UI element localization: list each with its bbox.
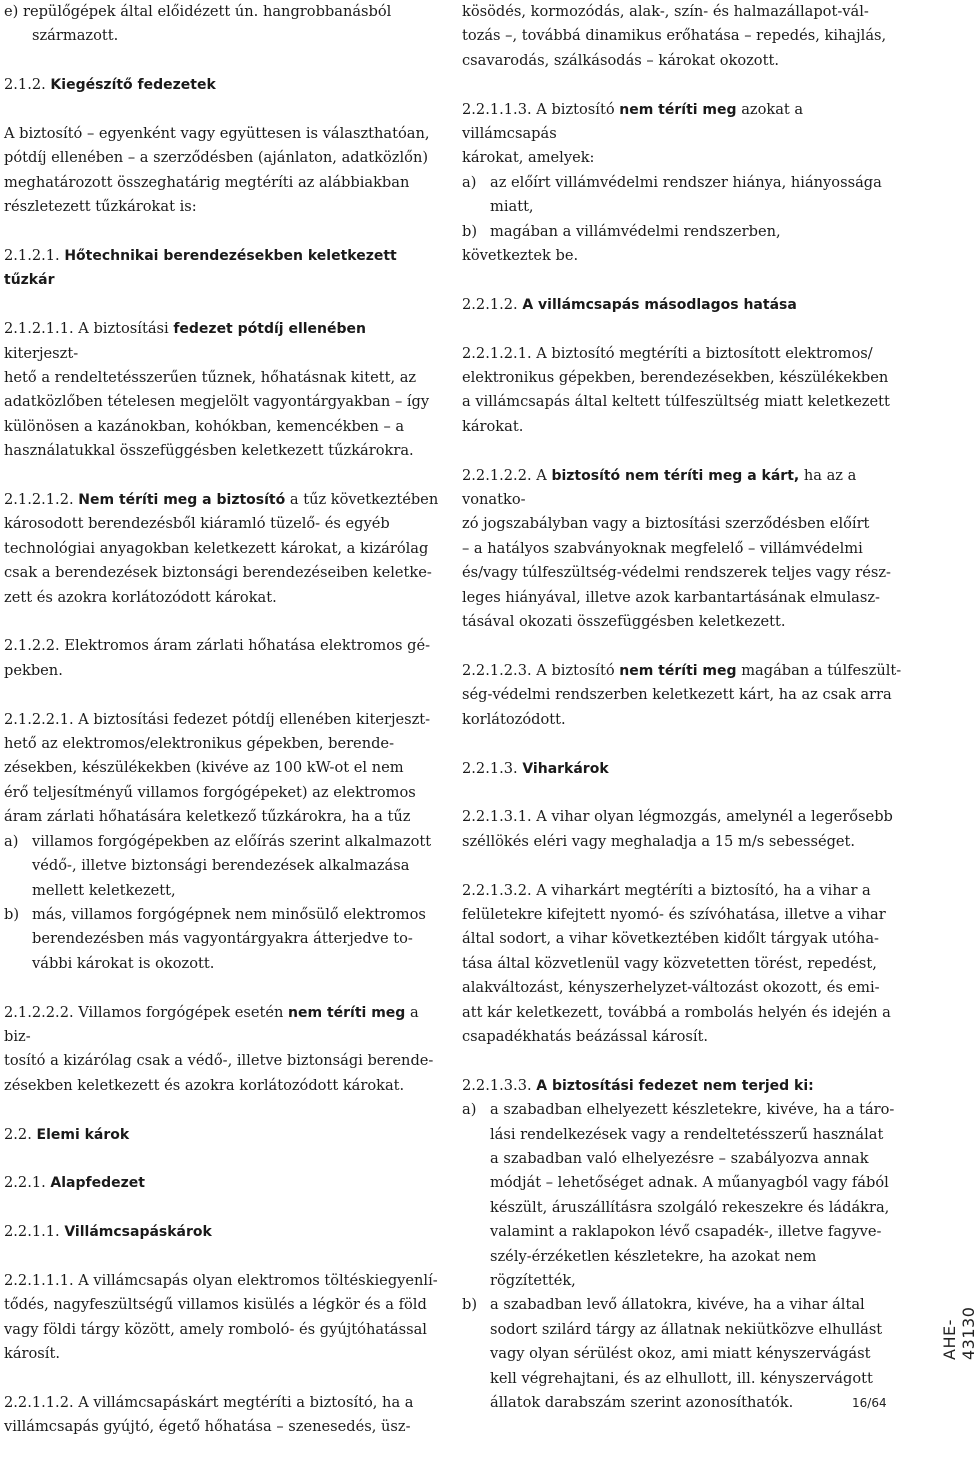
list-item: b) más, villamos forgógépnek nem minősülő elektromos berendezésben más vagyontárgyakra átterjedve to- vábbi károkat is okozott.	[4, 905, 426, 972]
paragraph: A biztosító – egyenként vagy együttesen is választhatóan, pótdíj ellenében – a szerződésben (ajánlaton, adatközlőn) meghatározott összeghatárig megtéríti az alábbiakban részletezett tűzkárokat is:	[4, 125, 430, 216]
paragraph: 2.1.2.1.2. Nem téríti meg a biztosító a tűz következtében károsodott berendezésből kiáramló tüzelő- és egyéb technológiai anyagokban keletkezett károkat, a kizárólag csak a berendezések biztonsági berendezéseiben keletke- zett és azokra korlátozódott károkat.	[4, 491, 439, 606]
section-heading: 2.2.1.3. Viharkárok	[462, 759, 609, 777]
section-heading: 2.2.1.2. A villámcsapás másodlagos hatása	[462, 295, 797, 313]
paragraph: 2.1.2.2.2. Villamos forgógépek esetén nem téríti meg a biz- tosító a kizárólag csak a védő-, illetve biztonsági berende- zésekben keletkezett és azokra korlátozódott károkat.	[4, 1003, 434, 1094]
paragraph: 2.2.1.3.1. A vihar olyan légmozgás, amelynél a legerősebb széllökés eléri vagy meghaladja a 15 m/s sebességet.	[462, 808, 893, 850]
document-code: AHE-43130	[940, 1306, 978, 1360]
paragraph: 2.2.1.2.3. A biztosító nem téríti meg magában a túlfeszült- ség-védelmi rendszerben keletkezett kárt, ha az csak arra korlátozódott.	[462, 661, 902, 728]
paragraph: kösödés, kormozódás, alak-, szín- és halmazállapot-vál- tozás –, továbbá dinamikus erőhatása – repedés, kihajlás, csavarodás, szálkásodás – károkat okozott.	[462, 3, 887, 69]
paragraph: 2.2.1.1.1. A villámcsapás olyan elektromos töltéskiegyenlí- tődés, nagyfeszültségű villamos kisülés a légkör és a föld vagy földi tárgy között, amely romboló- és gyújtóhatással károsít.	[4, 1271, 438, 1363]
paragraph: 2.2.1.2.2. A biztosító nem téríti meg a kárt, ha az a vonatko- zó jogszabályban vagy a biztosítási szerződésben előírt – a hatályos szabványoknak megfelelő – villámvédelmi és/vagy túlfeszültség-védelmi rendszerek teljes vagy rész- leges hiányával, illetve azok karbantartásának elmulasz- tásával okozati összefüggésben keletkezett.	[462, 466, 891, 631]
paragraph: 2.2.1.1.3. A biztosító nem téríti meg azokat a villámcsapás károkat, amelyek: a) az előírt villámvédelmi rendszer hiánya, hiányossága miatt, b) magában a villámvédelmi rendszerben, következtek be.	[462, 98, 902, 269]
list-item: b) magában a villámvédelmi rendszerben,	[462, 222, 781, 240]
paragraph: 2.2.1.3.3. A biztosítási fedezet nem terjed ki: a) a szabadban elhelyezett készletekre, kivéve, ha a táro- lási rendelkezések vagy a rendeltetésszerű használat a szabadban való elhelyezésre – szabályozva annak módját – lehetőséget adnak. A műanyagból vagy fából készült, áruszállításra szolgáló rekeszekre és ládákra, valamint a raklapokon lévő csapadék-, illetve fagyve- szély-érzéketlen készletekre, ha azokat nem rögzítették, b) a szabadban levő állatokra, kivéve, ha a vihar által sodort szilárd tárgy az állatnak nekiütközve elhullást vagy olyan sérülést okoz, ami miatt kényszervágást kell végrehajtani, és az elhullott, ill. kényszervágott állatok darabszám szerint azonosíthatók.	[462, 1074, 902, 1416]
list-item: a) a szabadban elhelyezett készletekre, kivéve, ha a táro- lási rendelkezések vagy a rendeltetésszerű használat a szabadban való elhelyezésre – szabályozva annak módját – lehetőséget adnak. A műanyagból vagy fából készült, áruszállításra szolgáló rekeszekre és ládákra, valamint a raklapokon lévő csapadék-, illetve fagyve- szély-érzéketlen készletekre, ha azokat nem rögzítették,	[462, 1101, 895, 1289]
list-item: a) villamos forgógépekben az előírás szerint alkalmazott védő-, illetve biztonsági berendezések alkalmazása mellett keletkezett,	[4, 832, 432, 899]
section-heading: 2.2.1. Alapfedezet	[4, 1174, 145, 1192]
section-heading: 2.1.2.2. Elektromos áram zárlati hőhatása elektromos gé- pekben.	[4, 637, 431, 679]
paragraph: 2.2.1.2.1. A biztosító megtéríti a biztosított elektromos/ elektronikus gépekben, berendezésekben, készülékekben a villámcsapás által keltett túlfeszültség miatt keletkezett károkat.	[462, 344, 890, 435]
paragraph: 2.1.2.2.1. A biztosítási fedezet pótdíj ellenében kiterjeszt- hető az elektromos/elektronikus gépekben, berende- zésekben, készülékekben (kivéve az 100 kW-ot el nem érő teljesítményű villamos forgógépeket) az elektromos áram zárlati hőhatására keletkező tűzkárokra, ha a tűz a) villamos forgógépekben az előírás szerint alkalmazott védő-, illetve biztonsági berendezések alkalmazása mellett keletkezett, b) más, villamos forgógépnek nem minősülő elektromos berendezésben más vagyontárgyakra átterjedve to- vábbi károkat is okozott.	[4, 708, 444, 976]
section-heading: 2.2.1.1. Villámcsapáskárok	[4, 1223, 212, 1241]
list-item: e) repülőgépek által előidézett ún. hangrobbanásból származott.	[4, 3, 392, 45]
left-column	[4, 0, 444, 1464]
page-number: 16/64	[852, 1396, 887, 1410]
paragraph: 2.2.1.3.2. A viharkárt megtéríti a biztosító, ha a vihar a felületekre kifejtett nyomó- és szívóhatása, illetve a vihar által sodort, a vihar következtében kidőlt tárgyak utóha- tása által közvetlenül vagy közvetetten törést, repedést, alakváltozást, kényszerhelyzet-változást okozott, és emi- att kár keletkezett, továbbá a rombolás helyén és idején a csapadékhatás beázással károsít.	[462, 881, 891, 1045]
paragraph: 2.1.2.1.1. A biztosítási fedezet pótdíj ellenében kiterjeszt- hető a rendeltetésszerűen tűznek, hőhatásnak kitett, az adatközlőben tételesen megjelölt vagyontárgyakban – így különösen a kazánokban, kohókban, kemencékben – a használatukkal összefüggésben keletkezett tűzkárokra.	[4, 320, 430, 460]
paragraph: 2.2.1.1.2. A villámcsapáskárt megtéríti a biztosító, ha a villámcsapás gyújtó, égető hőhatása – szenesedés, üsz-	[4, 1393, 414, 1436]
section-heading: 2.1.2.1. Hőtechnikai berendezésekben keletkezett tűzkár	[4, 247, 397, 289]
section-heading: 2.2. Elemi károk	[4, 1125, 130, 1143]
section-heading: 2.1.2. Kiegészítő fedezetek	[4, 76, 216, 94]
right-column	[462, 0, 902, 1440]
list-item: b) a szabadban levő állatokra, kivéve, ha a vihar által sodort szilárd tárgy az állatnak nekiütközve elhullást vagy olyan sérülést okoz, ami miatt kényszervágást kell végrehajtani, és az elhullott, ill. kényszervágott állatok darabszám szerint azonosíthatók.	[462, 1296, 883, 1412]
list-item: a) az előírt villámvédelmi rendszer hiánya, hiányossága miatt,	[462, 173, 882, 216]
